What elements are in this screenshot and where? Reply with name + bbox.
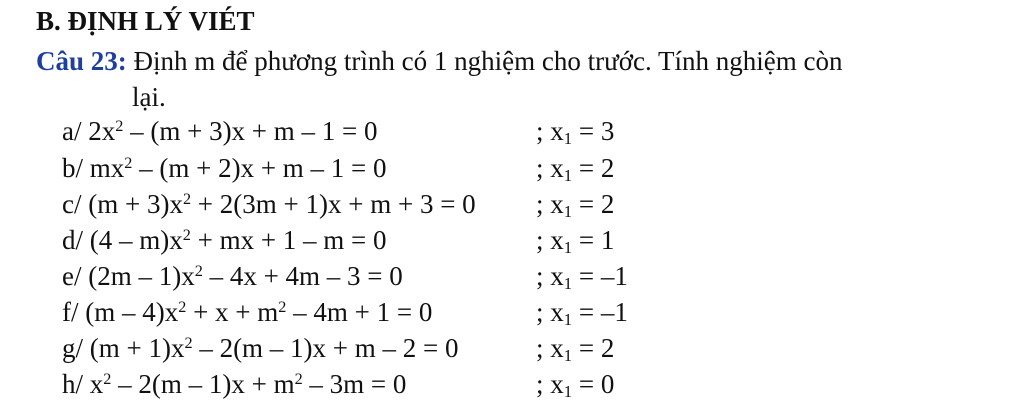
equation: a/ $2x^2 - (m + 3)x + m - 1 = 0$ xyxy=(62,116,378,146)
given-root: ; $x_1 = -1$ xyxy=(536,261,628,294)
question-label: Câu 23: xyxy=(36,46,127,76)
given-root: ; $x_1 = 2$ xyxy=(536,189,615,222)
section-title: B. ĐỊNH LÝ VIÉT xyxy=(36,6,255,36)
equation: b/ $mx^2 - (m + 2)x + m - 1 = 0$ xyxy=(62,153,387,183)
equation: d/ $(4 - m)x^2$ + mx + 1 – m = 0 xyxy=(62,225,387,255)
given-root: ; $x_1 = 1$ xyxy=(536,225,615,258)
equation: e/ $(2m - 1)x^2 - 4x + 4m - 3 = 0$ xyxy=(62,261,403,291)
question-continuation: lại. xyxy=(132,82,166,112)
equation: f/ $(m - 4)x^2 + x + m^2 - 4m + 1 = 0$ xyxy=(62,297,433,327)
given-root: ; $x_1 = 2$ xyxy=(536,153,615,186)
given-root: ; $x_1 = -1$ xyxy=(536,297,628,330)
given-root: ; $x_1 = 2$ xyxy=(536,333,615,366)
equation: c/ $(m + 3)x^2 + 2(3m + 1)x + m + 3 = 0$ xyxy=(62,189,476,219)
equation: g/ $(m + 1)x^2 - 2(m - 1)x + m - 2 = 0$ xyxy=(62,333,459,363)
equation: h/ $x^2 - 2(m - 1)x + m^2 - 3m = 0$ xyxy=(62,369,407,399)
question-text: Định m để phương trình có 1 nghiệm cho trước. Tính nghiệm còn xyxy=(126,46,843,76)
question-line xyxy=(36,46,842,77)
given-root: ; $x_1 = 0$ xyxy=(536,369,615,402)
given-root: ; $x_1 = 3$ xyxy=(536,116,615,149)
